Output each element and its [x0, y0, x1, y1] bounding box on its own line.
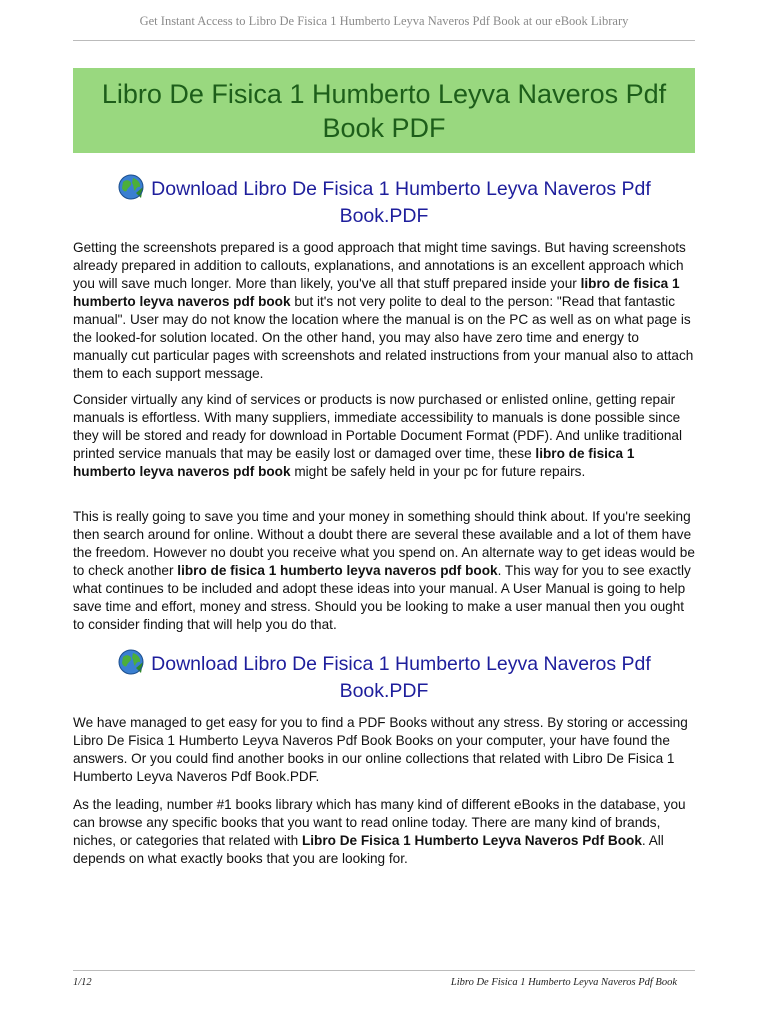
paragraph-4-text-a: We have managed to get easy for you to find a PDF Books without any stress. By storing or accessing Libro De Fisica 1 Humberto Leyva Naveros Pdf Book Books on your computer, your have found the answers. Or you could find another books in our online collections that related with Libro De Fisica 1 Humberto Leyva Naveros Pdf Book.PDF. [73, 715, 688, 784]
paragraph-5 [73, 796, 695, 868]
paragraph-1-keyword: libro de fisica 1 humberto leyva naveros pdf book [73, 276, 680, 309]
paragraph-2-keyword: libro de fisica 1 humberto leyva naveros pdf book [73, 446, 635, 479]
page-number: 1/12 [73, 977, 92, 988]
paragraph-5-text-c: . All depends on what exactly books that you are looking for. [73, 833, 664, 866]
download-link-2[interactable] [73, 648, 695, 705]
paragraph-2 [73, 391, 695, 481]
paragraph-3-text-c: . This way for you to see exactly what continues to be included and adopt these ideas into your manual. A User Manual is going to help save time and effort, money and stress. Should you be looking to make a user manual then you ought to consider finding that will help you do that. [73, 563, 691, 632]
paragraph-1-text-a: Getting the screenshots prepared is a good approach that might time savings. But having screenshots already prepared in addition to callouts, explanations, and annotations is an excellent approach which you will save much longer. More than likely, you've all that stuff prepared inside your [73, 240, 686, 291]
footer-title: Libro De Fisica 1 Humberto Leyva Naveros Pdf Book [450, 977, 677, 988]
paragraph-4 [73, 714, 695, 786]
paragraph-3 [73, 508, 695, 634]
page-title-line1: Libro De Fisica 1 Humberto Leyva Naveros Pdf [101, 79, 667, 109]
download-link-2-line1[interactable]: Download Libro De Fisica 1 Humberto Leyva Naveros Pdf [151, 653, 651, 675]
paragraph-1-text-c: but it's not very polite to deal to the person: "Read that fantastic manual". User may do not know the location where the manual is on the PC as well as on what page is the looked-for solution located. On the other hand, you may also have zero time and energy to manually cut particular pages with screenshots and related instructions from your manual also to attach them to each support message. [73, 294, 694, 381]
download-link-1-line1[interactable]: Download Libro De Fisica 1 Humberto Leyva Naveros Pdf [151, 178, 651, 200]
paragraph-2-text-c: might be safely held in your pc for future repairs. [290, 464, 586, 479]
paragraph-3-text-a: This is really going to save you time and your money in something should think about. If you're seeking then search around for online. Without a doubt there are several these available and a lot of them have the freedom. However no doubt you receive what you spend on. An alternate way to get ideas would be to check another [73, 509, 695, 578]
page-title-line2: Book PDF [322, 113, 446, 143]
paragraph-5-keyword: Libro De Fisica 1 Humberto Leyva Naveros Pdf Book [301, 833, 642, 848]
download-link-1-line2[interactable]: Book.PDF [339, 205, 429, 227]
footer-divider [73, 970, 695, 971]
paragraph-3-keyword: libro de fisica 1 humberto leyva naveros pdf book [177, 563, 498, 578]
globe-icon [117, 173, 145, 201]
title-banner [73, 68, 695, 153]
download-link-1[interactable] [73, 173, 695, 230]
globe-icon [117, 648, 145, 676]
header-divider [73, 40, 695, 41]
paragraph-5-text-a: As the leading, number #1 books library which has many kind of different eBooks in the database, you can browse any specific books that you want to read online today. There are many kind of brands, niches, or categories that related with [73, 797, 686, 848]
paragraph-1 [73, 239, 695, 383]
paragraph-2-text-a: Consider virtually any kind of services or products is now purchased or enlisted online, getting repair manuals is effortless. With many suppliers, immediate accessibility to manuals is done possible since they will be stored and ready for download in Portable Document Format (PDF). And unlike traditional printed service manuals that may be easily lost or damaged over time, these [73, 392, 683, 461]
download-link-2-line2[interactable]: Book.PDF [339, 680, 429, 702]
header-tagline: Get Instant Access to Libro De Fisica 1 Humberto Leyva Naveros Pdf Book at our eBook Library [139, 14, 629, 28]
